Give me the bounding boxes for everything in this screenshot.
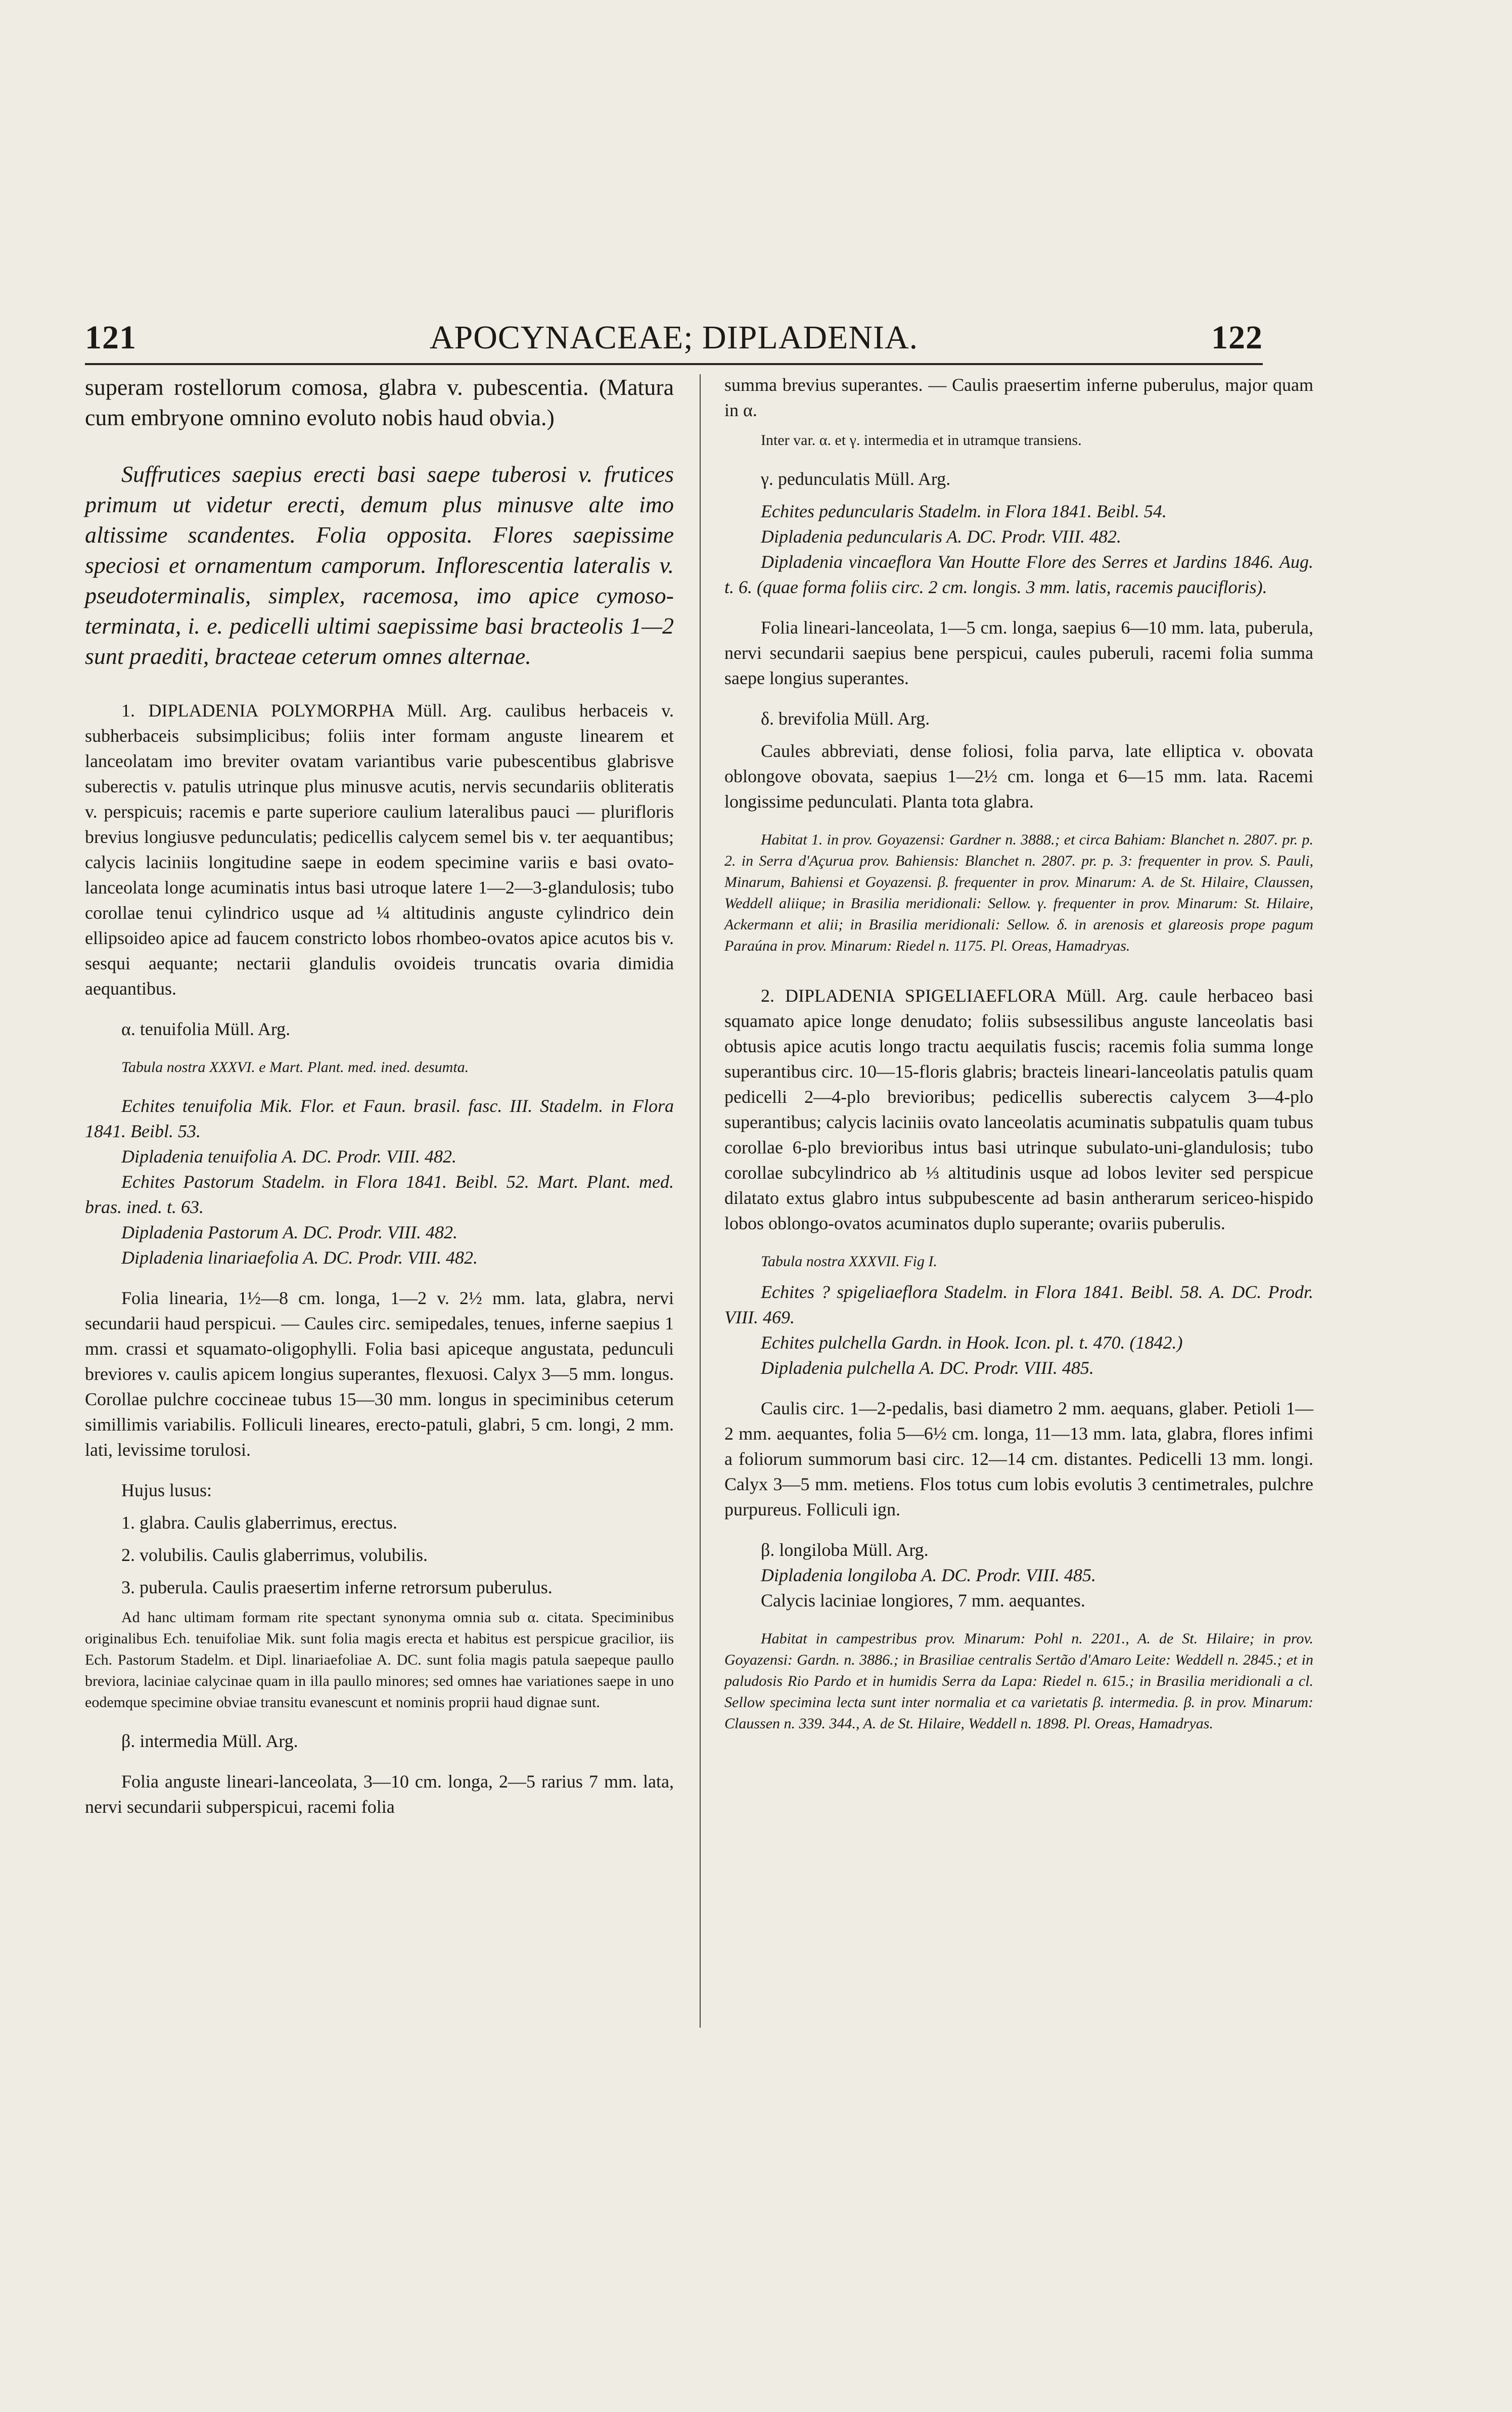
synonym: Dipladenia Pastorum A. DC. Prodr. VIII. 482.	[121, 1222, 457, 1242]
list-item: 1. glabra. Caulis glaberrimus, erectus.	[121, 1512, 397, 1533]
synonym: Echites Pastorum Stadelm. in Flora 1841. Beibl. 52. Mart. Plant. med. bras. ined. t. 63.	[85, 1172, 674, 1217]
page-number-right: 122	[1211, 319, 1263, 356]
paragraph: Calycis laciniae longiores, 7 mm. aequantes.	[761, 1590, 1085, 1611]
running-title: APOCYNACEAE; DIPLADENIA.	[429, 319, 919, 356]
synonym: Dipladenia linariaefolia A. DC. Prodr. VIII. 482.	[121, 1247, 478, 1268]
variety-heading: β. longiloba Müll. Arg.	[761, 1540, 929, 1560]
column-divider	[700, 374, 701, 2028]
page-number-left: 121	[85, 319, 136, 356]
variety-heading: δ. brevifolia Müll. Arg.	[761, 708, 930, 729]
header-rule	[85, 363, 1263, 365]
synonym: Echites pulchella Gardn. in Hook. Icon. pl. t. 470. (1842.)	[761, 1332, 1183, 1353]
genus-description: Suffrutices saepius erecti basi saepe tuberosi v. frutices primum ut videtur erecti, demum plus minusve alte imo altissime scandentes. Folia opposita. Flores saepissime speciosi et ornamentum camporum. Inflorescentia lateralis v. pseudoterminalis, simplex, racemosa, imo apice cymoso-terminata, i. e. pedicelli ultimi saepissime basi bracteolis 1—2 sunt praediti, bracteae ceterum omnes alternae.	[85, 461, 674, 669]
synonym: Dipladenia tenuifolia A. DC. Prodr. VIII. 482.	[121, 1146, 456, 1167]
plate-reference: Tabula nostra XXXVII. Fig I.	[761, 1253, 937, 1270]
variety-heading: γ. pedunculatis Müll. Arg.	[761, 469, 951, 489]
list-item: 3. puberula. Caulis praesertim inferne retrorsum puberulus.	[121, 1577, 553, 1597]
paragraph: superam rostellorum comosa, glabra v. pubescentia. (Matura cum embryone omnino evoluto nobis haud obvia.)	[85, 374, 674, 430]
habitat: Habitat 1. in prov. Goyazensi: Gardner n. 3888.; et circa Bahiam: Blanchet n. 2807. pr. p. 2. in Serra d'Açurua prov. Bahiensis: Blanchet n. 2807. pr. p. 3: frequenter in prov. S. Pauli, Minarum, Bahiensi et Goyazensi. β. frequenter in prov. Minarum: A. de St. Hilaire, Claussen, Weddell aliique; in Brasilia meridionali: Sellow. γ. frequenter in prov. Minarum: St. Hilaire, Ackermann et alii; in Brasilia meridionali: Sellow. δ. in arenosis et glareosis prope pagum Paraúna in prov. Minarum: Riedel n. 1175. Pl. Oreas, Hamadryas.	[724, 831, 1313, 954]
paragraph: Folia linearia, 1½—8 cm. longa, 1—2 v. 2½ mm. lata, glabra, nervi secundarii haud perspicui. — Caules circ. semipedales, tenues, inferne saepius 1 mm. crassi et squamato-oligophylli. Folia basi apiceque angustata, pedunculi breviores v. caulis apicem longius superantes, flexuosi. Calyx 3—5 mm. longus. Corollae pulchre coccineae tubus 15—30 mm. longus in speciminibus ceterum simillimis variabilis. Folliculi lineares, erecto-patuli, glabri, 5 cm. longi, 2 mm. lati, levissime torulosi.	[85, 1288, 674, 1460]
right-column	[724, 372, 1313, 1734]
synonym: Dipladenia pulchella A. DC. Prodr. VIII. 485.	[761, 1358, 1094, 1378]
synonym: Dipladenia longiloba A. DC. Prodr. VIII. 485.	[761, 1565, 1096, 1585]
habitat: Habitat in campestribus prov. Minarum: Pohl n. 2201., A. de St. Hilaire; in prov. Goyazensi: Gardn. n. 3886.; in Brasiliae centralis Sertão d'Amaro Leite: Weddell n. 2845.; et in paludosis Rio Pardo et in humidis Serra da Lapa: Riedel n. 615.; in Brasilia meridionali a cl. Sellow specimina lecta sunt inter normalia et ca varietatis β. intermedia. β. in prov. Minarum: Claussen n. 339. 344., A. de St. Hilaire, Weddell n. 1898. Pl. Oreas, Hamadryas.	[724, 1630, 1313, 1732]
page-header	[85, 319, 1263, 359]
paragraph: Caules abbreviati, dense foliosi, folia parva, late elliptica v. obovata oblongove obovata, saepius 1—2½ cm. longa et 6—15 mm. lata. Racemi longissime pedunculati. Planta tota glabra.	[724, 741, 1313, 812]
note: Inter var. α. et γ. intermedia et in utramque transiens.	[761, 432, 1082, 449]
synonym: Dipladenia vincaeflora Van Houtte Flore des Serres et Jardins 1846. Aug. t. 6. (quae forma foliis circ. 2 cm. longis. 3 mm. latis, racemis paucifloris).	[724, 552, 1313, 597]
plate-reference: Tabula nostra XXXVI. e Mart. Plant. med. ined. desumta.	[121, 1059, 469, 1076]
paragraph: Folia lineari-lanceolata, 1—5 cm. longa, saepius 6—10 mm. lata, puberula, nervi secundarii saepius bene perspicui, caules puberuli, racemi folia summa saepe longius superantes.	[724, 617, 1313, 688]
species-description: 2. DIPLADENIA SPIGELIAEFLORA Müll. Arg. caule herbaceo basi squamato apice longe denudato; foliis subsessilibus anguste lanceolatis basi obtusis apice acutis longo tractu aequilatis fuscis; racemis folia summa longe superantibus circ. 10—15-floris glabris; bracteis lineari-lanceolatis patulis quam pedicelli 2—4-plo brevioribus; pedicellis suberectis calycem 3—4-plo superantibus; calycis laciniis ovato lanceolatis acuminatis subpatulis quam tubus corollae 6-plo brevioribus intus basi utrinque subulato-uni-glandulosis; tubo corollae subcylindrico ab ⅓ altitudinis usque ad lobos leviter sed perspicue dilatato extus glabro intus subpubescente ad basin antherarum sericeo-hispido lobos oblongo-ovatos acuminatos duplo superante; ovariis puberulis.	[724, 986, 1313, 1233]
list-item: 2. volubilis. Caulis glaberrimus, volubilis.	[121, 1545, 428, 1565]
left-column	[85, 372, 674, 1819]
synonym: Echites ? spigeliaeflora Stadelm. in Flora 1841. Beibl. 58. A. DC. Prodr. VIII. 469.	[724, 1282, 1313, 1327]
paragraph: Caulis circ. 1—2-pedalis, basi diametro 2 mm. aequans, glaber. Petioli 1—2 mm. aequantes, folia 5—6½ cm. longa, 11—13 mm. lata, glabra, flores infimi a foliorum summorum basi circ. 12—14 cm. distantes. Pedicelli 13 mm. longi. Calyx 3—5 mm. metiens. Flos totus cum lobis evolutis 3 centimetrales, pulchre purpureus. Folliculi ign.	[724, 1398, 1313, 1520]
species-description: 1. DIPLADENIA POLYMORPHA Müll. Arg. caulibus herbaceis v. subherbaceis subsimplicibus; foliis inter formam anguste linearem et lanceolatam imo breviter ovatam variantibus varie pubescentibus glabrisve suberectis v. patulis utrinque plus minusve acutis, nervis secundariis obliteratis v. perspicuis; racemis e parte superiore caulium lateralibus pauci — plurifloris brevius longiusve pedunculatis; pedicellis calycem semel bis v. ter aequantibus; calycis laciniis longitudine saepe in eodem specimine variis e basi ovato-lanceolata longe acuminatis intus basi utroque latere 1—2—3-glandulosis; tubo corollae tenui cylindrico usque ad ¼ altitudinis anguste cylindrico dein ellipsoideo apice ad faucem constricto lobos rhombeo-ovatos apice acutos bis v. sesqui aequante; nectarii glandulis ovoideis truncatis ovaria dimidia aequantibus.	[85, 700, 674, 999]
note: Ad hanc ultimam formam rite spectant synonyma omnia sub α. citata. Speciminibus originalibus Ech. tenuifoliae Mik. sunt folia magis erecta et habitus est perspicue gracilior, iis Ech. Pastorum Stadelm. et Dipl. linariaefoliae A. DC. sunt folia magis patula saepeque paullo breviora, laciniae calycinae quam in illa paullo minores; sed omnes hae variationes saepe in uno eodemque specimine obviae transitu evanescunt et nominis proprii haud dignae sunt.	[85, 1609, 674, 1711]
paragraph: summa brevius superantes. — Caulis praesertim inferne puberulus, major quam in α.	[724, 375, 1313, 420]
paragraph: Folia anguste lineari-lanceolata, 3—10 cm. longa, 2—5 rarius 7 mm. lata, nervi secundarii subperspicui, racemi folia	[85, 1771, 674, 1817]
paragraph: Hujus lusus:	[121, 1480, 212, 1500]
synonym: Echites peduncularis Stadelm. in Flora 1841. Beibl. 54.	[761, 501, 1167, 521]
synonym: Dipladenia peduncularis A. DC. Prodr. VIII. 482.	[761, 526, 1121, 547]
variety-heading: β. intermedia Müll. Arg.	[121, 1731, 298, 1751]
synonym: Echites tenuifolia Mik. Flor. et Faun. brasil. fasc. III. Stadelm. in Flora 1841. Beibl. 53.	[85, 1096, 674, 1141]
variety-heading: α. tenuifolia Müll. Arg.	[121, 1019, 291, 1039]
